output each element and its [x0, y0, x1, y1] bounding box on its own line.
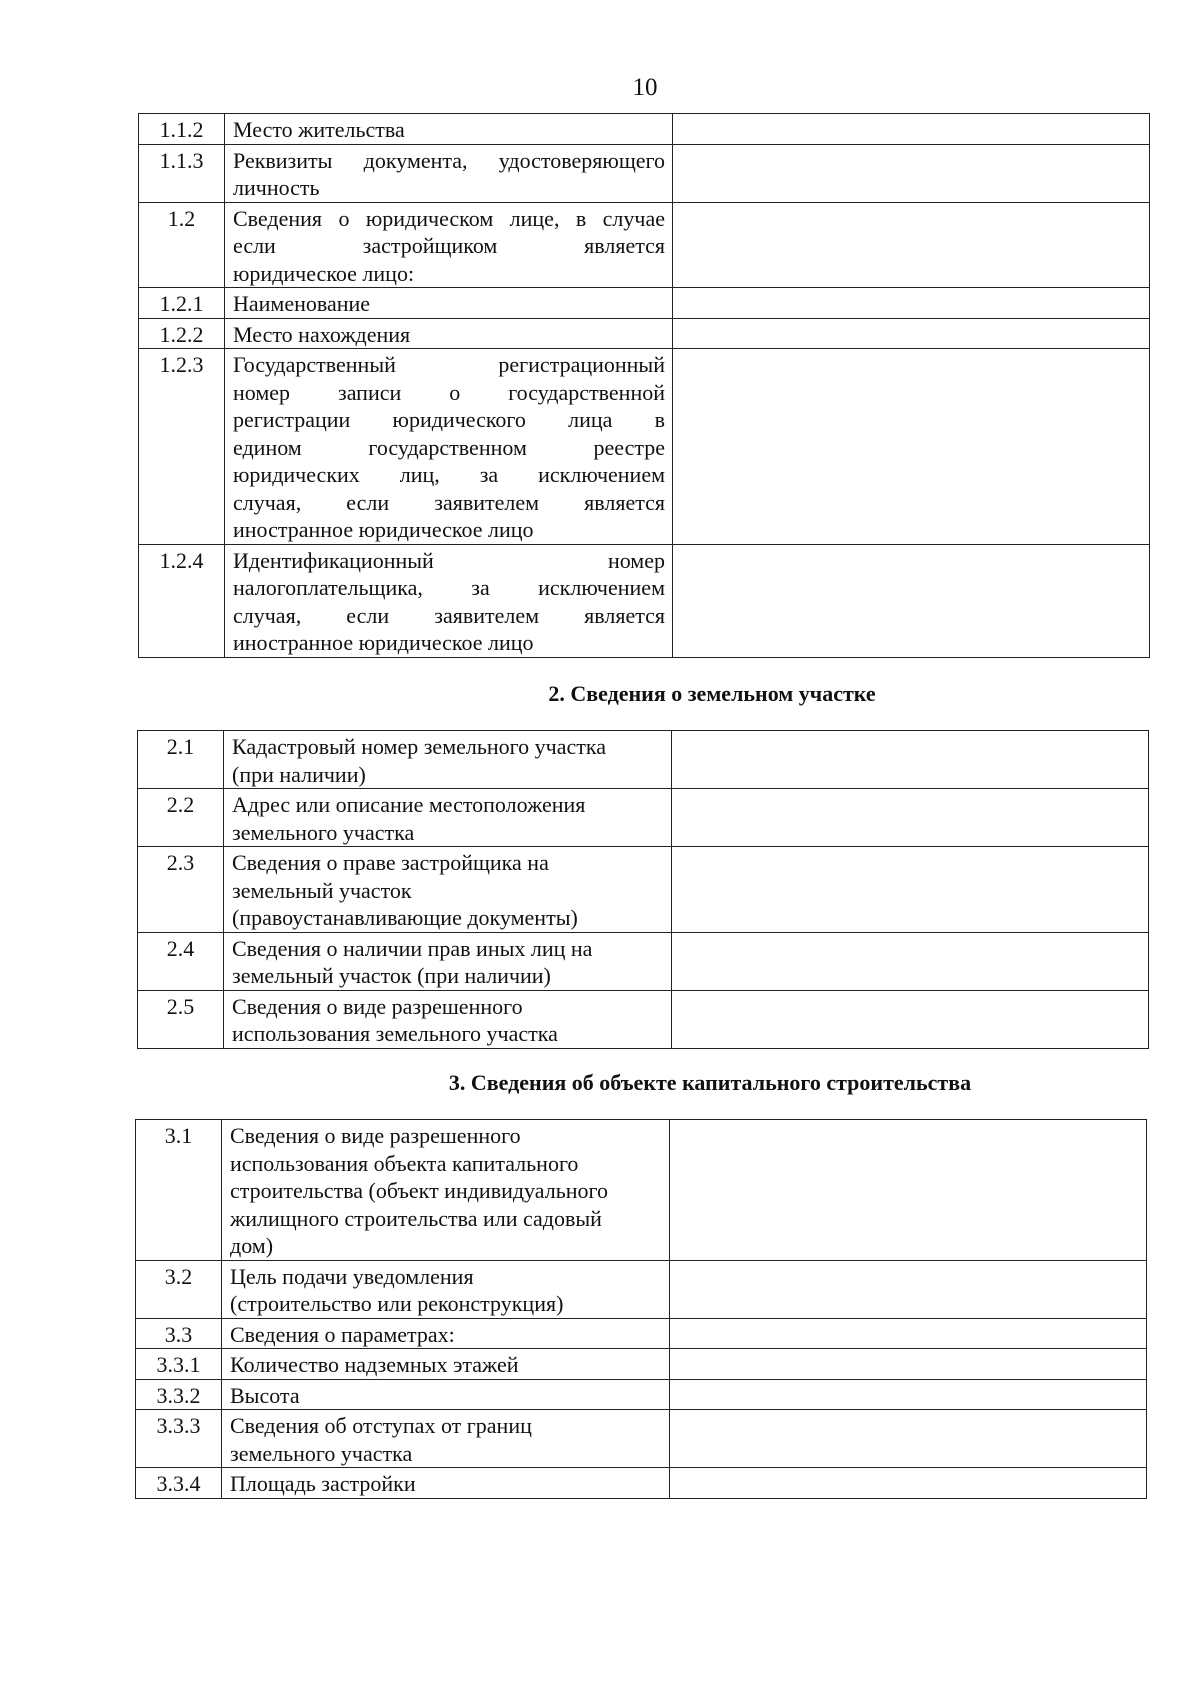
- field-value[interactable]: [673, 349, 1150, 545]
- table-row: [136, 1410, 1147, 1468]
- field-value[interactable]: [670, 1318, 1147, 1349]
- form-table: [137, 730, 1149, 1049]
- row-number: 3.2: [136, 1260, 222, 1318]
- field-label: [222, 1379, 670, 1410]
- field-label-line: земельного участка: [230, 1440, 413, 1466]
- table-land-plot: [137, 730, 1149, 1049]
- field-label-line: (правоустанавливающие документы): [232, 905, 578, 930]
- table-row: [138, 847, 1149, 933]
- row-number: 1.2.3: [139, 349, 225, 545]
- field-value[interactable]: [672, 789, 1149, 847]
- table-row: [139, 202, 1150, 288]
- field-label: [225, 544, 673, 657]
- field-value[interactable]: [673, 202, 1150, 288]
- table-row: [139, 144, 1150, 202]
- row-number: 3.1: [136, 1120, 222, 1261]
- row-number: 3.3.2: [136, 1379, 222, 1410]
- field-label-line: Сведения о наличии прав иных лиц на: [232, 935, 593, 961]
- field-label-line: использования объекта капитального: [230, 1150, 579, 1176]
- table-row: [136, 1260, 1147, 1318]
- row-number: 3.3.3: [136, 1410, 222, 1468]
- field-label-line: земельный участок (при наличии): [232, 963, 551, 988]
- field-label-line: иностранное юридическое лицо: [233, 517, 534, 542]
- table-row: [139, 318, 1150, 349]
- field-label-line: номер записи о государственной: [233, 379, 665, 405]
- table-row: [139, 288, 1150, 319]
- row-number: 1.1.2: [139, 114, 225, 145]
- row-number: 3.3.1: [136, 1349, 222, 1380]
- field-label-line: Кадастровый номер земельного участка: [232, 734, 606, 759]
- row-number: 1.2.1: [139, 288, 225, 319]
- table-row: [136, 1120, 1147, 1261]
- field-label: [222, 1120, 670, 1261]
- field-label-line: Площадь застройки: [230, 1471, 416, 1496]
- field-label-line: (при наличии): [232, 761, 366, 787]
- field-label-line: жилищного строительства или садовый: [230, 1205, 602, 1231]
- field-label: [225, 114, 673, 145]
- row-number: 1.2: [139, 202, 225, 288]
- field-label-line: Сведения о виде разрешенного: [232, 993, 523, 1019]
- row-number: 2.5: [138, 990, 224, 1048]
- field-label: [225, 202, 673, 288]
- field-value[interactable]: [673, 318, 1150, 349]
- field-label-line: Место жительства: [233, 117, 405, 142]
- field-label-line: Место нахождения: [233, 321, 411, 347]
- field-value[interactable]: [673, 114, 1150, 145]
- field-label-line: личность: [233, 175, 320, 200]
- field-label-line: Сведения о виде разрешенного: [230, 1123, 521, 1148]
- row-number: 1.2.4: [139, 544, 225, 657]
- field-label-line: случая, если заявителем является: [233, 602, 665, 628]
- section-title-land-plot: 2. Сведения о земельном участке: [548, 681, 876, 706]
- row-number: 3.3.4: [136, 1468, 222, 1499]
- field-label-line: дом): [230, 1233, 274, 1258]
- row-number: 1.1.3: [139, 144, 225, 202]
- field-value[interactable]: [672, 847, 1149, 933]
- field-label-line: иностранное юридическое лицо: [233, 630, 534, 655]
- form-table: [138, 113, 1150, 658]
- table-row: [136, 1349, 1147, 1380]
- row-number: 1.2.2: [139, 318, 225, 349]
- field-label-line: Государственный регистрационный: [233, 352, 665, 377]
- table-row: [138, 932, 1149, 990]
- table-capital-object: [135, 1119, 1147, 1499]
- field-label-line: регистрации юридического лица в: [233, 407, 665, 432]
- form-table: [135, 1119, 1147, 1499]
- field-label-line: Количество надземных этажей: [230, 1352, 519, 1377]
- field-value[interactable]: [670, 1379, 1147, 1410]
- field-value[interactable]: [672, 731, 1149, 789]
- table-row: [138, 731, 1149, 789]
- table-row: [138, 789, 1149, 847]
- field-label-line: Наименование: [233, 291, 371, 316]
- field-label-line: Реквизиты документа, удостоверяющего: [233, 147, 665, 173]
- field-label-line: (строительство или реконструкция): [230, 1291, 564, 1316]
- field-label: [224, 990, 672, 1048]
- field-label-line: Сведения о юридическом лице, в случае: [233, 205, 665, 231]
- field-value[interactable]: [670, 1410, 1147, 1468]
- field-label: [222, 1410, 670, 1468]
- field-label-line: строительства (объект индивидуального: [230, 1178, 608, 1203]
- field-label-line: юридическое лицо:: [233, 260, 415, 286]
- table-row: [139, 544, 1150, 657]
- field-label-line: Адрес или описание местоположения: [232, 792, 586, 817]
- field-label-line: Цель подачи уведомления: [230, 1263, 474, 1289]
- row-number: 2.3: [138, 847, 224, 933]
- row-number: 2.2: [138, 789, 224, 847]
- page-number: 10: [632, 74, 658, 101]
- field-label-line: Высота: [230, 1382, 300, 1408]
- table-row: [136, 1318, 1147, 1349]
- field-label-line: юридических лиц, за исключением: [233, 462, 665, 487]
- field-label-line: земельного участка: [232, 819, 415, 845]
- field-value[interactable]: [673, 288, 1150, 319]
- field-label-line: Сведения об отступах от границ: [230, 1413, 532, 1438]
- field-label: [225, 288, 673, 319]
- field-label-line: едином государственном реестре: [233, 434, 665, 460]
- field-value[interactable]: [672, 990, 1149, 1048]
- field-label: [224, 847, 672, 933]
- field-label: [225, 318, 673, 349]
- field-label-line: Идентификационный номер: [233, 547, 665, 573]
- section-title-capital-object: 3. Сведения об объекте капитального строительства: [448, 1070, 972, 1095]
- field-value[interactable]: [673, 544, 1150, 657]
- field-label-line: использования земельного участка: [232, 1021, 558, 1046]
- field-label-line: налогоплательщика, за исключением: [233, 575, 665, 600]
- row-number: 2.4: [138, 932, 224, 990]
- field-label: [224, 932, 672, 990]
- field-value[interactable]: [670, 1120, 1147, 1261]
- table-row: [139, 349, 1150, 545]
- field-value[interactable]: [672, 932, 1149, 990]
- table-applicant-continued: [138, 113, 1150, 658]
- field-value[interactable]: [670, 1260, 1147, 1318]
- field-label: [224, 731, 672, 789]
- field-label: [222, 1349, 670, 1380]
- table-row: [136, 1468, 1147, 1499]
- field-label: [225, 349, 673, 545]
- field-value[interactable]: [673, 144, 1150, 202]
- table-row: [136, 1379, 1147, 1410]
- field-label-line: земельный участок: [232, 877, 412, 903]
- field-label-line: случая, если заявителем является: [233, 489, 665, 515]
- row-number: 2.1: [138, 731, 224, 789]
- field-label-line: Сведения о параметрах:: [230, 1321, 455, 1347]
- table-row: [139, 114, 1150, 145]
- field-label: [222, 1260, 670, 1318]
- field-value[interactable]: [670, 1468, 1147, 1499]
- field-label: [222, 1468, 670, 1499]
- field-label: [222, 1318, 670, 1349]
- field-label-line: Сведения о праве застройщика на: [232, 850, 549, 875]
- field-label-line: если застройщиком является: [233, 233, 665, 258]
- field-label: [224, 789, 672, 847]
- row-number: 3.3: [136, 1318, 222, 1349]
- field-label: [225, 144, 673, 202]
- table-row: [138, 990, 1149, 1048]
- field-value[interactable]: [670, 1349, 1147, 1380]
